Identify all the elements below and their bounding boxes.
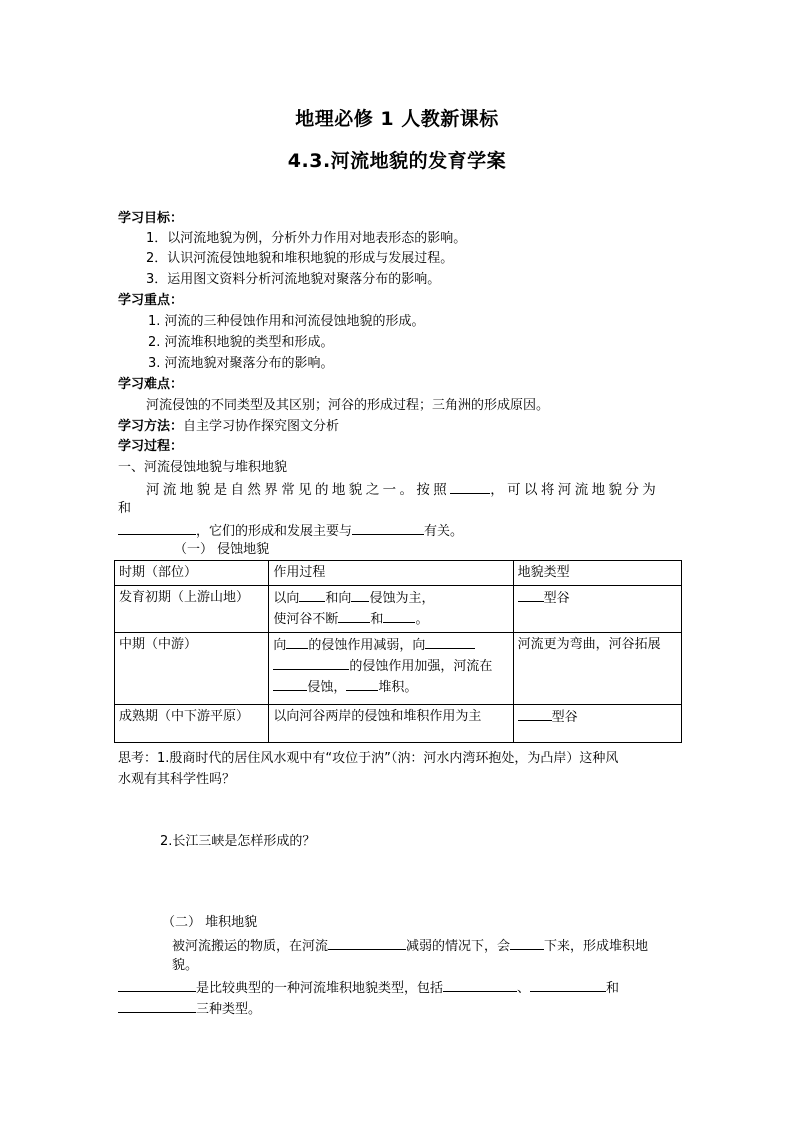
fill-blank[interactable] — [286, 635, 308, 649]
fill-blank[interactable] — [352, 521, 424, 535]
difficulties-heading: 学习难点： — [118, 377, 184, 392]
objective-item: 2．认识河流侵蚀地貌和堆积地貌的形成与发展过程。 — [146, 251, 454, 266]
subsection-heading: （二） 堆积地貌 — [162, 915, 258, 930]
table-cell-type: 型谷 — [513, 586, 681, 633]
intro-text: ，可以将河流地貌分为 — [490, 482, 660, 498]
erosion-landform-table — [114, 560, 682, 743]
question-2: 2.长江三峡是怎样形成的？ — [160, 834, 316, 849]
deposition-paragraph-line: 被河流搬运的物质，在河流 减弱的情况下，会 下来，形成堆积地 — [172, 936, 648, 956]
key-point-item: 2. 河流堆积地貌的类型和形成。 — [148, 335, 334, 350]
key-point-item: 1. 河流的三种侵蚀作用和河流侵蚀地貌的形成。 — [148, 314, 425, 329]
table-header-cell: 地貌类型 — [513, 561, 681, 586]
fill-blank[interactable] — [273, 677, 307, 691]
table-row — [115, 633, 682, 705]
question-1-line: 水观有其科学性吗？ — [118, 772, 236, 787]
deposition-paragraph-line: 三种类型。 — [118, 999, 261, 1019]
fill-blank[interactable] — [425, 635, 475, 649]
fill-blank[interactable] — [118, 999, 196, 1013]
fill-blank[interactable] — [346, 677, 378, 691]
intro-text: 和 — [118, 501, 132, 516]
intro-text: ，它们的形成和发展主要与 — [196, 524, 353, 539]
table-header-cell: 作用过程 — [269, 561, 513, 586]
fill-blank[interactable] — [510, 936, 544, 950]
intro-paragraph-line — [118, 521, 463, 541]
intro-paragraph-line — [146, 480, 659, 499]
intro-text: 河流地貌是自然界常见的地貌之一。按照 — [146, 482, 451, 498]
fill-blank[interactable] — [351, 588, 369, 602]
table-row — [115, 705, 682, 743]
table-cell-type: 河流更为弯曲，河谷拓展 — [513, 633, 681, 705]
table-header-cell: 时期（部位） — [115, 561, 269, 586]
fill-blank[interactable] — [518, 588, 544, 602]
intro-text: 有关。 — [424, 524, 464, 539]
fill-blank[interactable] — [118, 521, 196, 535]
objective-item: 3．运用图文资料分析河流地貌对聚落分布的影响。 — [146, 272, 441, 287]
table-cell-period: 中期（中游） — [115, 633, 269, 705]
section-heading: 一、河流侵蚀地貌与堆积地貌 — [118, 460, 288, 475]
method-heading: 学习方法： — [118, 419, 184, 434]
question-1-line: 思考：1.殷商时代的居住风水观中有“攻位于汭”（汭：河水内湾环抱处，为凸岸）这种风 — [118, 751, 619, 766]
table-cell-process: 以向 和向 侵蚀为主， 使河谷不断 和 。 — [269, 586, 513, 633]
method-line — [118, 418, 339, 436]
fill-blank[interactable] — [118, 978, 196, 992]
deposition-text: 貌。 — [172, 958, 199, 973]
key-points-heading: 学习重点： — [118, 293, 184, 308]
fill-blank[interactable] — [383, 609, 415, 623]
key-point-item: 3. 河流地貌对聚落分布的影响。 — [148, 356, 334, 371]
table-cell-period: 发育初期（上游山地） — [115, 586, 269, 633]
document-subtitle: 4.3.河流地貌的发育学案 — [287, 150, 507, 172]
table-cell-period: 成熟期（中下游平原） — [115, 705, 269, 743]
fill-blank[interactable] — [299, 588, 325, 602]
fill-blank[interactable] — [273, 656, 349, 670]
document-title: 地理必修 1 人教新课标 — [295, 108, 499, 130]
fill-blank[interactable] — [443, 978, 517, 992]
deposition-paragraph-line: 是比较典型的一种河流堆积地貌类型，包括 、 和 — [118, 978, 619, 998]
fill-blank[interactable] — [328, 936, 406, 950]
process-heading: 学习过程： — [118, 439, 184, 454]
fill-blank[interactable] — [338, 609, 370, 623]
fill-blank[interactable] — [450, 480, 490, 494]
fill-blank[interactable] — [530, 978, 606, 992]
table-header-row — [115, 561, 682, 586]
table-cell-process: 向 的侵蚀作用减弱，向 的侵蚀作用加强，河流在 侵蚀， 堆积。 — [269, 633, 513, 705]
difficulties-text: 河流侵蚀的不同类型及其区别；河谷的形成过程；三角洲的形成原因。 — [146, 398, 550, 413]
objective-item: 1．以河流地貌为例，分析外力作用对地表形态的影响。 — [146, 231, 467, 246]
method-text: 自主学习协作探究图文分析 — [183, 419, 340, 434]
subsection-heading: （一） 侵蚀地貌 — [174, 542, 270, 557]
objectives-heading: 学习目标： — [118, 211, 184, 226]
table-cell-process: 以向河谷两岸的侵蚀和堆积作用为主 — [269, 705, 513, 743]
fill-blank[interactable] — [518, 707, 552, 721]
table-row — [115, 586, 682, 633]
table-cell-type: 型谷 — [513, 705, 681, 743]
